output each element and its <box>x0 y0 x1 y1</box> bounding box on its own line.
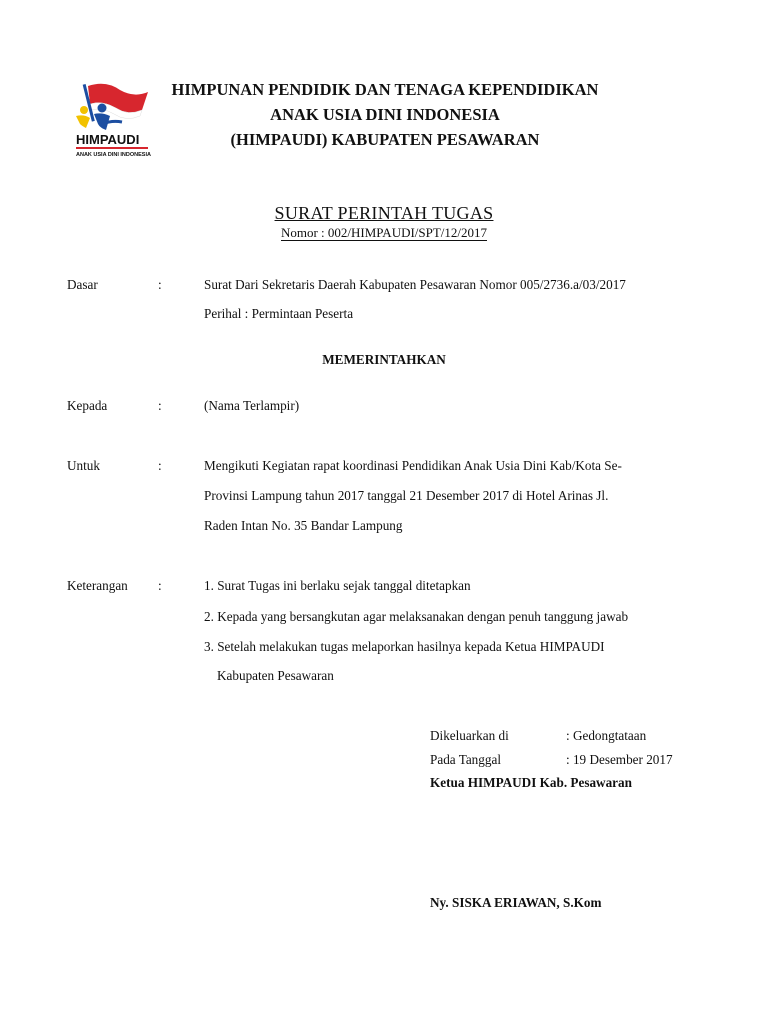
logo-emblem-icon <box>72 80 154 160</box>
dasar-line-2: Perihal : Permintaan Peserta <box>204 306 354 321</box>
dasar-label: Dasar <box>67 277 98 292</box>
keterangan-item-3: 3. Setelah melakukan tugas melaporkan hasilnya kepada Ketua HIMPAUDI <box>204 639 605 654</box>
memerintahkan-heading: MEMERINTAHKAN <box>322 352 446 367</box>
svg-text:HIMPAUDI: HIMPAUDI <box>76 132 140 147</box>
keterangan-item-1: 1. Surat Tugas ini berlaku sejak tanggal ditetapkan <box>204 578 471 593</box>
issued-place-label: Dikeluarkan di <box>430 728 509 743</box>
untuk-line-2: Provinsi Lampung tahun 2017 tanggal 21 Desember 2017 di Hotel Arinas Jl. <box>204 488 609 503</box>
dasar-line-1: Surat Dari Sekretaris Daerah Kabupaten Pesawaran Nomor 005/2736.a/03/2017 <box>204 277 626 292</box>
keterangan-item-2: 2. Kepada yang bersangkutan agar melaksanakan dengan penuh tanggung jawab <box>204 609 629 624</box>
keterangan-label: Keterangan <box>67 578 128 593</box>
issued-date-label: Pada Tanggal <box>430 752 501 767</box>
untuk-label: Untuk <box>67 458 100 473</box>
keterangan-colon: : <box>158 578 162 593</box>
kepada-colon: : <box>158 398 162 413</box>
dasar-colon: : <box>158 277 162 292</box>
document-title: SURAT PERINTAH TUGAS <box>274 203 494 223</box>
issued-date-value: : 19 Desember 2017 <box>566 752 673 767</box>
header-line-2: ANAK USIA DINI INDONESIA <box>270 105 500 124</box>
himpaudi-logo <box>72 80 154 160</box>
document-number <box>0 225 768 241</box>
header-line-3: (HIMPAUDI) KABUPATEN PESAWARAN <box>230 130 540 149</box>
kepada-label: Kepada <box>67 398 108 413</box>
header-line-1: HIMPUNAN PENDIDIK DAN TENAGA KEPENDIDIKAN <box>171 80 599 99</box>
document-number-text: Nomor : 002/HIMPAUDI/SPT/12/2017 <box>280 225 488 240</box>
kepada-value: (Nama Terlampir) <box>204 398 300 413</box>
svg-text:ANAK USIA DINI INDONESIA: ANAK USIA DINI INDONESIA <box>76 152 151 158</box>
untuk-colon: : <box>158 458 162 473</box>
issued-place-value: : Gedongtataan <box>566 728 647 743</box>
keterangan-item-3-continued: Kabupaten Pesawaran <box>217 668 334 683</box>
signatory-name: Ny. SISKA ERIAWAN, S.Kom <box>430 895 602 910</box>
untuk-line-3: Raden Intan No. 35 Bandar Lampung <box>204 518 403 533</box>
signatory-position: Ketua HIMPAUDI Kab. Pesawaran <box>430 775 632 790</box>
untuk-line-1: Mengikuti Kegiatan rapat koordinasi Pendidikan Anak Usia Dini Kab/Kota Se- <box>204 458 622 473</box>
